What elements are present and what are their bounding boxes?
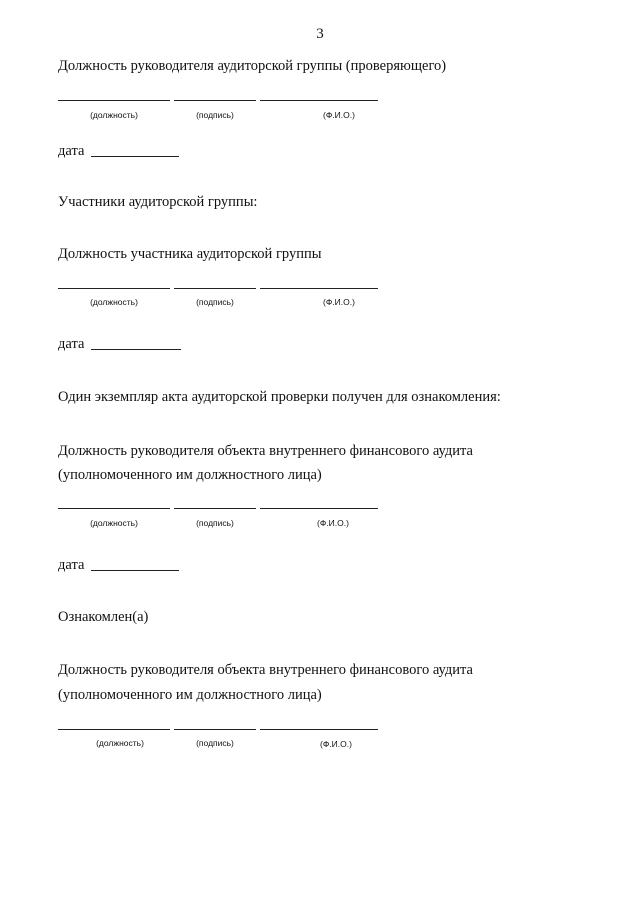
participant-position-caption: (должность) [90,297,138,307]
head-signature-line[interactable] [174,100,256,101]
received-title-line2: (уполномоченного им должностного лица) [58,467,322,483]
participant-position-title: Должность участника аудиторской группы [58,246,322,262]
acquainted-position-line[interactable] [58,729,170,730]
received-statement: Один экземпляр акта аудиторской проверки получен для ознакомления: [58,389,501,405]
acquainted-fio-caption: (Ф.И.О.) [320,739,352,749]
head-position-line[interactable] [58,100,170,101]
head-date-label: дата [58,143,85,159]
participant-date-label: дата [58,336,85,352]
page-number: 3 [316,26,324,42]
head-position-title: Должность руководителя аудиторской группы (проверяющего) [58,58,447,74]
participant-signature-line[interactable] [174,288,256,289]
received-signature-caption: (подпись) [196,518,234,528]
received-position-line[interactable] [58,508,170,509]
participant-fio-caption: (Ф.И.О.) [323,297,355,307]
acquainted-signature-caption: (подпись) [196,738,234,748]
participant-position-line[interactable] [58,288,170,289]
received-date-line[interactable] [91,570,179,571]
participant-date-line[interactable] [91,349,181,350]
received-fio-line[interactable] [260,508,378,509]
received-fio-caption: (Ф.И.О.) [317,518,349,528]
head-fio-caption: (Ф.И.О.) [323,110,355,120]
head-position-caption: (должность) [90,110,138,120]
head-signature-caption: (подпись) [196,110,234,120]
acquainted-title-line1: Должность руководителя объекта внутреннего финансового аудита [58,662,473,678]
acquainted-heading: Ознакомлен(а) [58,609,149,625]
received-position-caption: (должность) [90,518,138,528]
received-date-label: дата [58,557,85,573]
head-fio-line[interactable] [260,100,378,101]
participant-signature-caption: (подпись) [196,297,234,307]
participant-fio-line[interactable] [260,288,378,289]
participants-heading: Участники аудиторской группы: [58,194,258,210]
acquainted-position-caption: (должность) [96,738,144,748]
acquainted-title-line2: (уполномоченного им должностного лица) [58,687,322,703]
received-signature-line[interactable] [174,508,256,509]
acquainted-fio-line[interactable] [260,729,378,730]
head-date-line[interactable] [91,156,179,157]
acquainted-signature-line[interactable] [174,729,256,730]
received-title-line1: Должность руководителя объекта внутреннего финансового аудита [58,443,473,459]
